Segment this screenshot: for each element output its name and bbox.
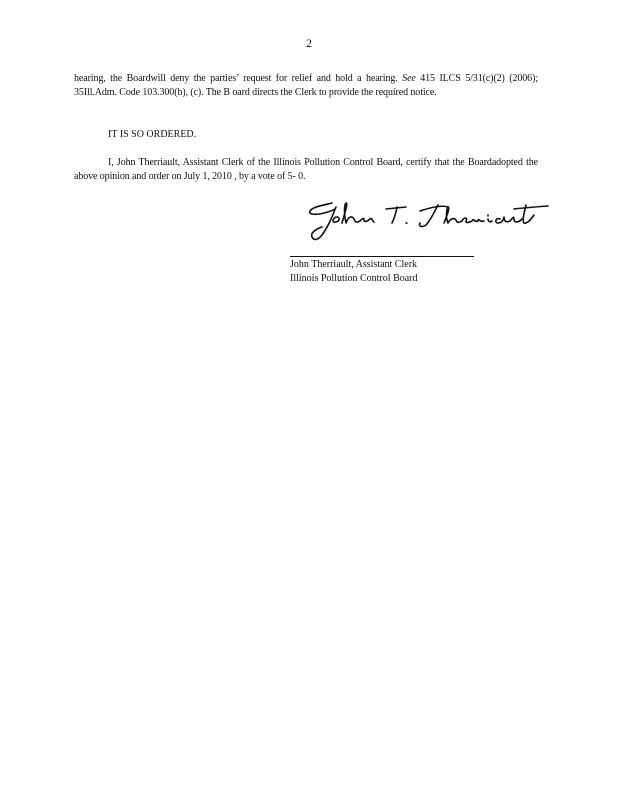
certification-paragraph: I, John Therriault, Assistant Clerk of the Illinois Pollution Control Board, certify that the Boardadopted the above opinion and order on July 1, 2010 , by a vote of 5- 0. (74, 157, 538, 182)
citation-signal: See (402, 73, 416, 84)
order-paragraph (74, 72, 538, 100)
page-number: 2 (306, 36, 312, 50)
order-paragraph-text-end: 415 ILCS 5/31(c)(2) (2006); 35Ill.Adm. Code 103.300(b), (c). The B oard directs the Clerk to provide the required notice. (74, 73, 538, 98)
signer-organization: Illinois Pollution Control Board (290, 273, 418, 284)
signature-line (290, 256, 474, 257)
order-paragraph-text-start: hearing, the Boardwill deny the parties’ request for relief and hold a hearing. (74, 73, 403, 84)
handwritten-signature (302, 193, 552, 243)
signer-name-title: John Therriault, Assistant Clerk (290, 259, 418, 270)
signature-block (290, 258, 418, 286)
ordered-statement: IT IS SO ORDERED. (108, 129, 197, 140)
